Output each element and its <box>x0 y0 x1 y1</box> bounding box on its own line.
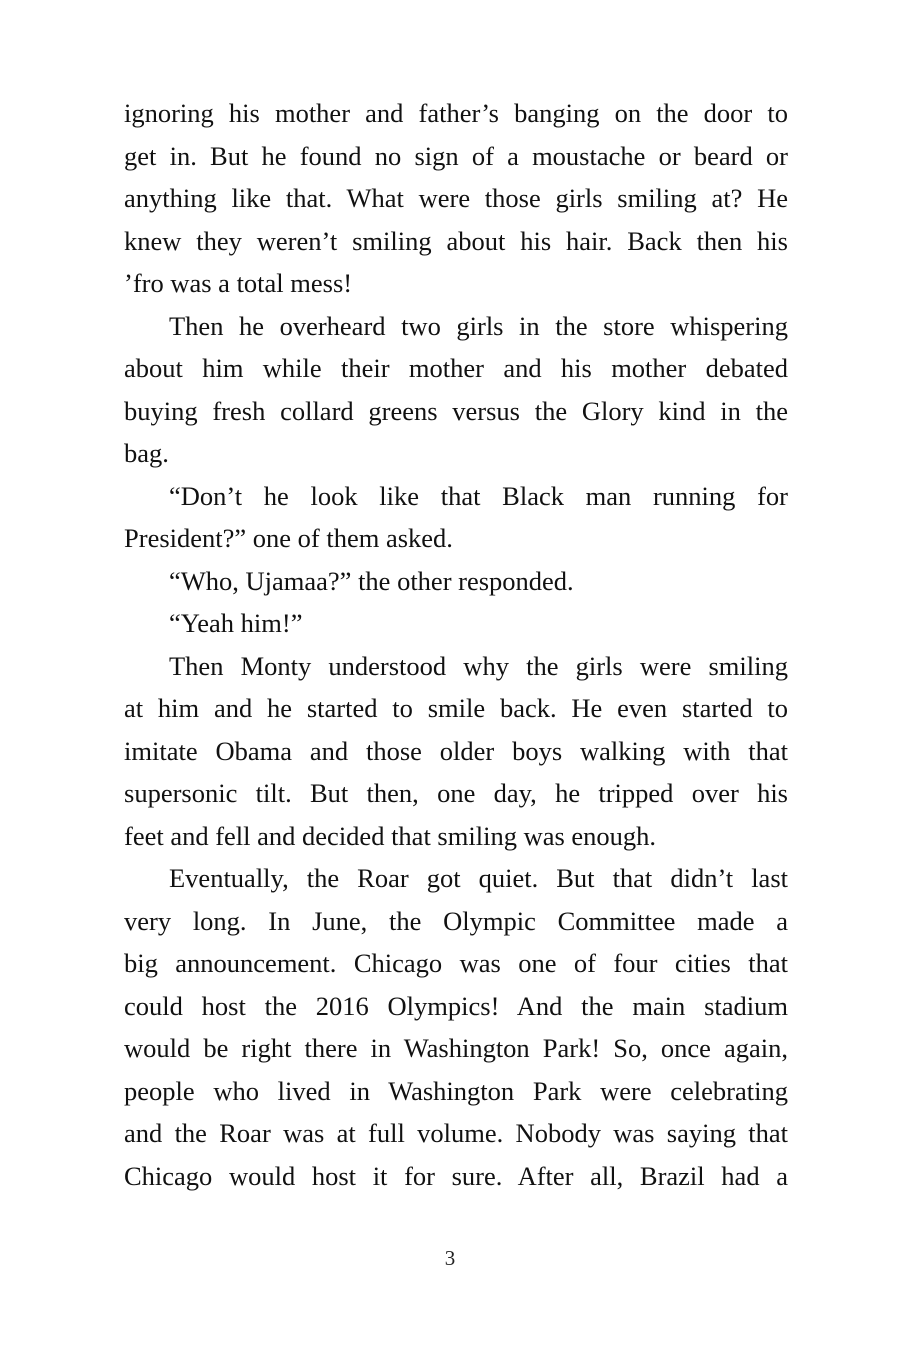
text-line: big announcement. Chicago was one of four cities that <box>124 948 788 978</box>
paragraph <box>124 645 788 858</box>
text-line: would be right there in Washington Park! So, once again, <box>124 1033 788 1063</box>
text-line: Eventually, the Roar got quiet. But that didn’t last <box>169 863 788 893</box>
text-line: imitate Obama and those older boys walking with that <box>124 735 788 766</box>
text-line: about him while their mother and his mother debated <box>124 353 788 383</box>
text-line: buying fresh collard greens versus the Glory kind in the <box>124 395 788 426</box>
text-line: Chicago would host it for sure. After all, Brazil had a <box>124 1160 788 1191</box>
text-line: very long. In June, the Olympic Committee made a <box>124 905 788 936</box>
text-line: people who lived in Washington Park were celebrating <box>124 1075 788 1106</box>
paragraph <box>124 602 788 645</box>
text-line: Then he overheard two girls in the store whispering <box>169 310 788 341</box>
text-line: bag. <box>124 438 169 468</box>
paragraph <box>124 475 788 560</box>
text-line: Then Monty understood why the girls were smiling <box>169 650 788 681</box>
text-line: “Who, Ujamaa?” the other responded. <box>169 565 574 596</box>
text-line: and the Roar was at full volume. Nobody was saying that <box>124 1118 788 1148</box>
text-line: “Don’t he look like that Black man running for <box>169 480 788 511</box>
text-line: at him and he started to smile back. He even started to <box>124 693 788 723</box>
text-line: could host the 2016 Olympics! And the main stadium <box>124 990 788 1021</box>
paragraph <box>124 857 788 1197</box>
text-line: ignoring his mother and father’s banging on the door to <box>124 98 788 128</box>
text-line: anything like that. What were those girls smiling at? He <box>124 183 788 213</box>
body-text <box>124 92 788 1197</box>
text-line: knew they weren’t smiling about his hair. Back then his <box>124 225 788 256</box>
paragraph <box>124 92 788 305</box>
paragraph <box>124 305 788 475</box>
text-line: President?” one of them asked. <box>124 523 453 553</box>
text-line: get in. But he found no sign of a moustache or beard or <box>124 140 788 171</box>
text-line: “Yeah him!” <box>169 608 303 638</box>
text-line: ’fro was a total mess! <box>124 268 353 298</box>
text-line: supersonic tilt. But then, one day, he tripped over his <box>124 778 788 808</box>
paragraph <box>124 560 788 603</box>
text-line: feet and fell and decided that smiling was enough. <box>124 820 657 851</box>
page-number: 3 <box>444 1246 456 1270</box>
